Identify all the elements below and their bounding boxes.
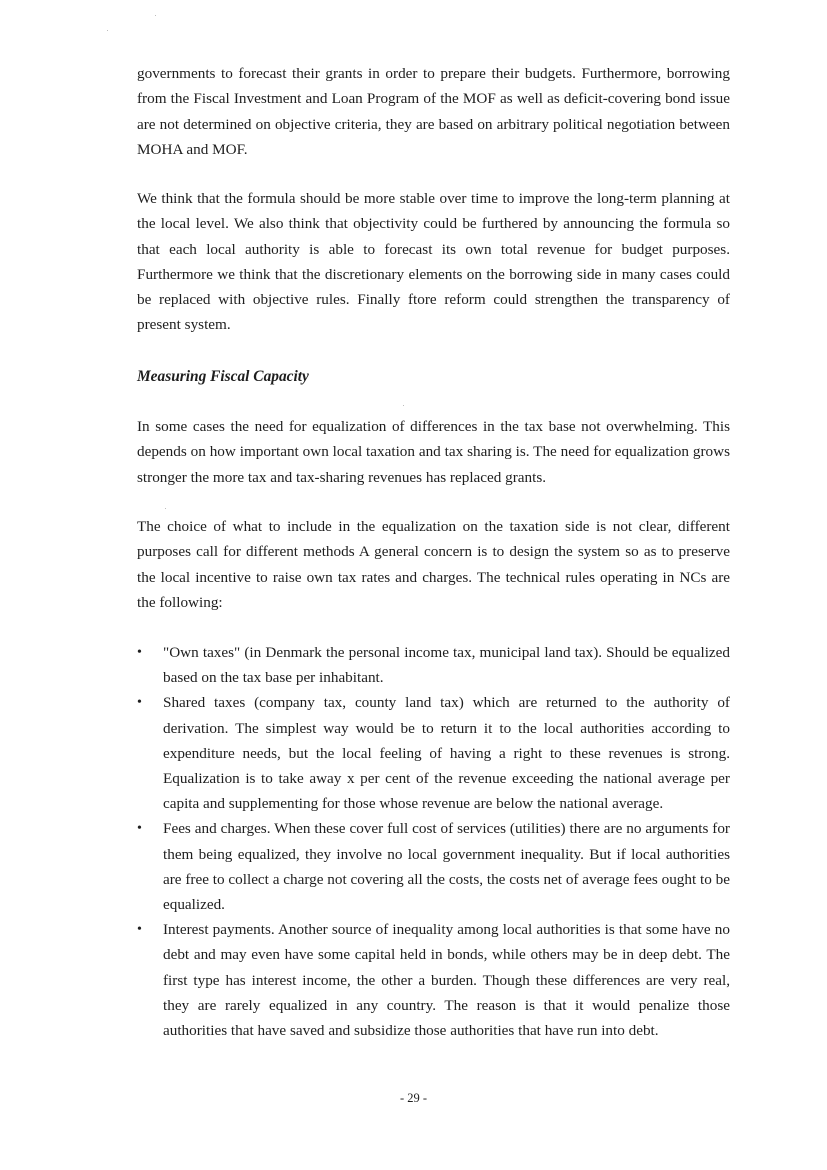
scan-speck [155,15,156,16]
list-item-text: Fees and charges. When these cover full cost of services (utilities) there are no arguments for them being equalized, they involve no local government inequality. But if local authorities are free to collect a charge not covering all the costs, the costs net of average fees ought to be equalized. [163,820,730,914]
list-item-text: Shared taxes (company tax, county land tax) which are returned to the authority of derivation. The simplest way would be to return it to the local authorities according to expenditure needs, but the local feeling of having a right to these revenues is strong. Equalization is to take away x per cent of the revenue exceeding the national average per capita and supplementing for those whose revenue are below the national average. [163,694,730,813]
list-item-interest-payments [137,917,730,1043]
paragraph-formula-stability: We think that the formula should be more stable over time to improve the long-term planning at the local level. We also think that objectivity could be furthered by announcing the formula so that each local authority is able to forecast its own total revenue for budget purposes. Furthermore we think that the discretionary elements on the borrowing side in many cases could be replaced with objective rules. Finally ftore reform could strengthen the transparency of present system. [137,190,730,334]
bullet-icon: • [137,645,142,660]
list-item-own-taxes [137,640,730,690]
paragraph-grant-forecasting: governments to forecast their grants in order to prepare their budgets. Furthermore, borrowing from the Fiscal Investment and Loan Program of the MOF as well as deficit-covering bond issue are not determined on objective criteria, they are based on arbitrary political negotiation between MOHA and MOF. [137,65,730,158]
page-number: - 29 - [399,1091,428,1105]
bullet-icon: • [137,922,142,938]
section-heading: Measuring Fiscal Capacity [137,368,309,385]
list-item-fees-charges [137,816,730,917]
paragraph-equalization-choice: The choice of what to include in the equalization on the taxation side is not clear, different purposes call for different methods A general concern is to design the system so as to preserve the local incentive to raise own tax rates and charges. The technical rules operating in NCs are the following: [137,518,730,611]
bullet-icon: • [137,821,142,837]
paragraph-equalization-need: In some cases the need for equalization of differences in the tax base not overwhelming. This depends on how important own local taxation and tax sharing is. The need for equalization grows stronger the more tax and tax-sharing revenues has replaced grants. [137,418,730,486]
bullet-icon: • [137,695,142,711]
scan-speck [165,508,166,509]
technical-rules-list [137,640,730,1043]
scan-speck [403,405,404,406]
scan-speck [107,30,108,31]
list-item-text: Interest payments. Another source of inequality among local authorities is that some have no debt and may even have some capital held in bonds, while others may be in deep debt. The first type has interest income, the other a burden. Though these differences are very real, they are rarely equalized in any country. The reason is that it would penalize those authorities that have saved and subsidize those authorities that have run into debt. [163,921,730,1040]
list-item-text: "Own taxes" (in Denmark the personal income tax, municipal land tax). Should be equalized based on the tax base per inhabitant. [163,644,730,687]
list-item-shared-taxes [137,690,730,816]
